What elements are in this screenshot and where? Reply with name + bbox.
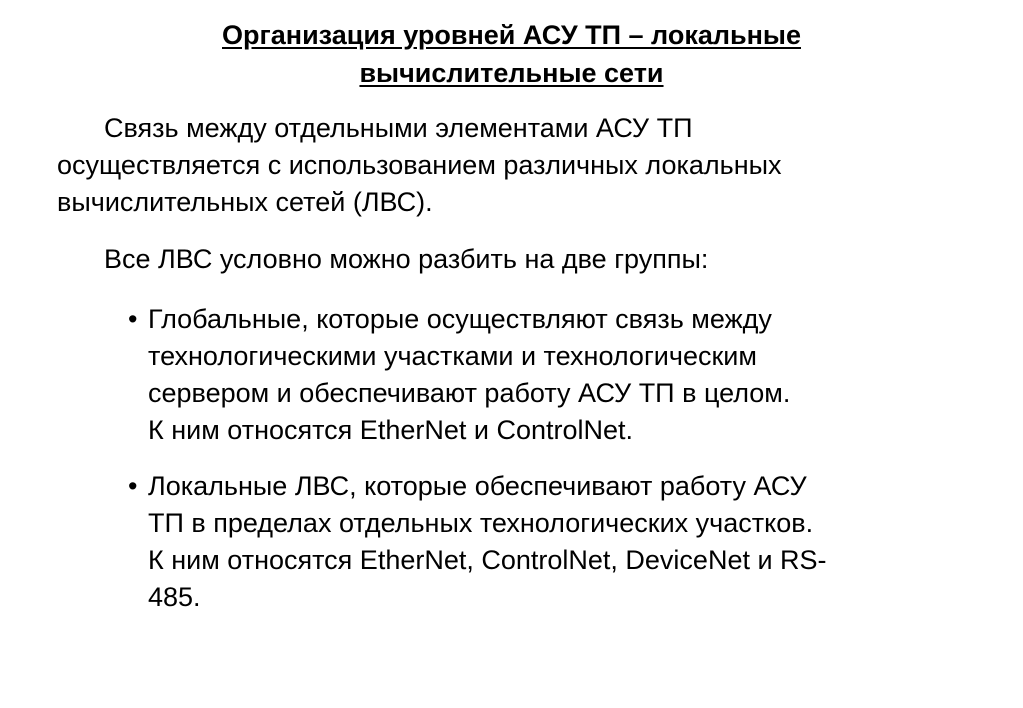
bullet-line: ТП в пределах отдельных технологических участков.: [148, 508, 814, 538]
bullet-line: 485.: [148, 582, 201, 612]
bullet-line: технологическими участками и технологическим: [148, 341, 757, 371]
slide-title: [0, 16, 1023, 92]
groups-intro-paragraph: Все ЛВС условно можно разбить на две группы:: [104, 244, 709, 274]
bullet-line: сервером и обеспечивают работу АСУ ТП в целом.: [148, 378, 791, 408]
slide-title-line: вычислительные сети: [359, 58, 664, 88]
bullet-line: К ним относятся EtherNet, ControlNet, DeviceNet и RS-: [148, 545, 827, 575]
bullet-text: [148, 301, 790, 449]
intro-paragraph: [57, 110, 782, 221]
slide-title-line: Организация уровней АСУ ТП – локальные: [222, 20, 801, 50]
bullet-text: [148, 468, 827, 616]
intro-line: осуществляется с использованием различных локальных: [57, 150, 782, 180]
bullet-line: Локальные ЛВС, которые обеспечивают работу АСУ: [148, 471, 807, 501]
bullet-line: Глобальные, которые осуществляют связь между: [148, 304, 772, 334]
bullet-line: К ним относятся EtherNet и ControlNet.: [148, 415, 633, 445]
intro-line: вычислительных сетей (ЛВС).: [57, 187, 433, 217]
bullet-marker: •: [128, 471, 138, 501]
bullet-marker: •: [128, 304, 138, 334]
intro-line: Связь между отдельными элементами АСУ ТП: [104, 113, 693, 143]
